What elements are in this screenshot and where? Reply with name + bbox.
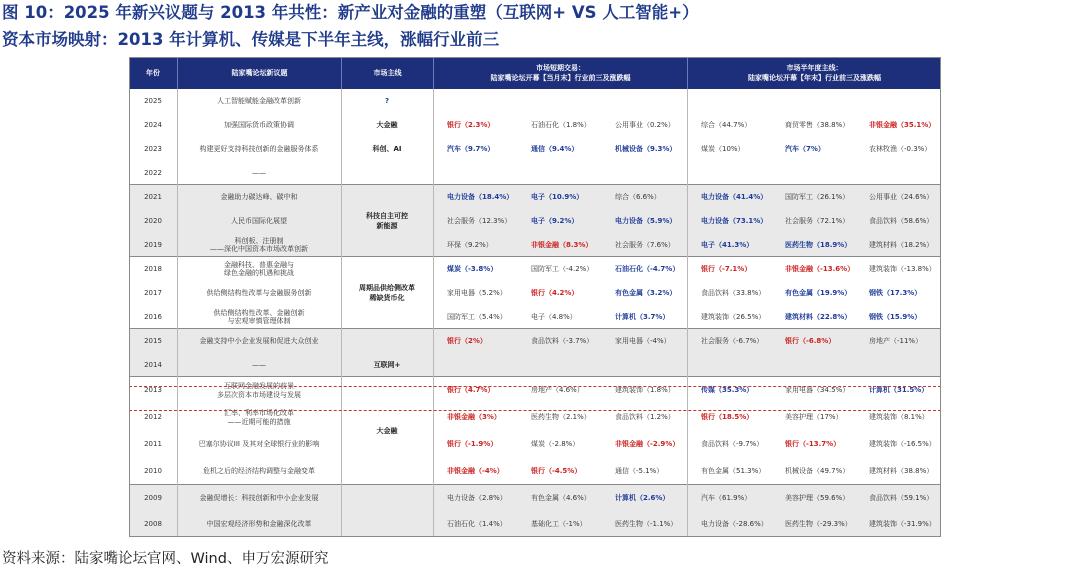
year-cell: 2021 bbox=[144, 192, 162, 201]
forum-topic-line: —— bbox=[252, 360, 266, 369]
header-short-term-line2: 陆家嘴论坛开幕【当月末】行业前三及涨跌幅 bbox=[490, 74, 631, 82]
forum-topic-cell bbox=[177, 137, 341, 161]
forum-topic-cell bbox=[177, 89, 341, 113]
forum-topic-cell bbox=[177, 431, 341, 458]
short-term-industry-cell: 非银金融（3%） bbox=[447, 413, 501, 422]
theme-group-5: 大金融 bbox=[376, 427, 398, 435]
forum-topic-line: —— bbox=[252, 168, 266, 177]
short-term-industry-cell: 非银金融（8.3%） bbox=[531, 240, 593, 249]
half-year-industry-cell: 建筑装饰（-31.9%） bbox=[869, 519, 936, 528]
table-row bbox=[129, 137, 941, 161]
short-term-industry-cell: 计算机（2.6%） bbox=[615, 493, 670, 502]
year-cell: 2018 bbox=[144, 264, 162, 273]
year-cell: 2012 bbox=[144, 413, 162, 422]
short-term-industry-cell: 银行（-4.5%） bbox=[531, 467, 582, 476]
figure-subtitle: 资本市场映射：2013 年计算机、传媒是下半年主线，涨幅行业前三 bbox=[2, 30, 500, 49]
half-year-industry-cell: 建筑装饰（26.5%） bbox=[701, 312, 766, 321]
short-term-industry-cell: 电子（4.8%） bbox=[531, 312, 577, 321]
short-term-industry-cell: 银行（4.7%） bbox=[447, 386, 495, 395]
table-row bbox=[129, 209, 941, 233]
forum-topic-cell bbox=[177, 404, 341, 431]
half-year-industry-cell: 公用事业（24.6%） bbox=[869, 192, 934, 201]
year-cell: 2020 bbox=[144, 216, 162, 225]
theme-line: 科技自主可控 bbox=[366, 212, 408, 220]
short-term-industry-cell: 电子（9.2%） bbox=[531, 216, 579, 225]
half-year-industry-cell: 社会服务（72.1%） bbox=[785, 216, 850, 225]
half-year-industry-cell: 社会服务（-6.7%） bbox=[701, 336, 764, 345]
year-cell: 2024 bbox=[144, 120, 162, 129]
half-year-industry-cell: 银行（18.5%） bbox=[701, 413, 754, 422]
table-row bbox=[129, 113, 941, 137]
table-row bbox=[129, 485, 941, 511]
forum-topic-line: ——深化中国资本市场改革创新 bbox=[210, 245, 308, 253]
half-year-industry-cell: 食品饮料（58.6%） bbox=[869, 216, 934, 225]
half-year-industry-cell: 非银金融（-13.6%） bbox=[785, 264, 855, 273]
year-cell: 2016 bbox=[144, 312, 162, 321]
short-term-industry-cell: 石油石化（1.4%） bbox=[447, 519, 507, 528]
short-term-industry-cell: 社会服务（7.6%） bbox=[615, 240, 675, 249]
short-term-industry-cell: 建筑装饰（1.8%） bbox=[615, 386, 675, 395]
half-year-industry-cell: 建筑装饰（-16.5%） bbox=[869, 440, 936, 449]
half-year-industry-cell: 有色金属（51.3%） bbox=[701, 467, 766, 476]
short-term-industry-cell: 石油石化（-4.7%） bbox=[615, 264, 680, 273]
header-market-theme: 市场主线 bbox=[341, 57, 433, 89]
forum-topic-cell bbox=[177, 458, 341, 485]
short-term-industry-cell: 食品饮料（1.2%） bbox=[615, 413, 675, 422]
year-cell: 2013 bbox=[144, 386, 162, 395]
short-term-industry-cell: 医药生物（-1.1%） bbox=[615, 519, 678, 528]
table-row bbox=[129, 511, 941, 537]
half-year-industry-cell: 商贸零售（38.8%） bbox=[785, 120, 850, 129]
forum-topic-line: ——近期可能的措施 bbox=[227, 417, 291, 426]
half-year-industry-cell: 国防军工（26.1%） bbox=[785, 192, 850, 201]
table-row bbox=[129, 161, 941, 185]
half-year-industry-cell: 有色金属（19.9%） bbox=[785, 288, 852, 297]
table-row bbox=[129, 185, 941, 209]
table-row bbox=[129, 281, 941, 305]
forum-topic-line: 加强国际货币政策协调 bbox=[224, 120, 294, 129]
half-year-industry-cell: 机械设备（49.7%） bbox=[785, 467, 850, 476]
short-term-industry-cell: 石油石化（1.8%） bbox=[531, 120, 591, 129]
forum-topic-line: 巴塞尔协议III 及其对全球银行业的影响 bbox=[198, 440, 320, 449]
forum-topic-cell bbox=[177, 485, 341, 511]
theme-line: 稀缺货币化 bbox=[369, 294, 405, 302]
forum-topic-line: 金融支持中小企业发展和促进大众创业 bbox=[199, 336, 319, 345]
short-term-industry-cell: 通信（-5.1%） bbox=[615, 467, 664, 476]
half-year-industry-cell: 银行（-13.7%） bbox=[785, 440, 841, 449]
forum-topic-line: 金融促增长：科技创新和中小企业发展 bbox=[199, 493, 319, 502]
short-term-industry-cell: 通信（9.4%） bbox=[531, 144, 579, 153]
forum-topic-cell bbox=[177, 353, 341, 377]
header-forum-topic: 陆家嘴论坛新议题 bbox=[177, 57, 341, 89]
forum-topic-line: 构建更好支持科技创新的金融服务体系 bbox=[199, 144, 319, 153]
forum-topic-cell bbox=[177, 185, 341, 209]
short-term-industry-cell: 非银金融（-2.9%） bbox=[615, 440, 680, 449]
short-term-industry-cell: 非银金融（-4%） bbox=[447, 467, 504, 476]
year-cell: 2010 bbox=[144, 467, 162, 476]
half-year-industry-cell: 电子（41.3%） bbox=[701, 240, 754, 249]
short-term-industry-cell: 计算机（3.7%） bbox=[615, 312, 670, 321]
short-term-industry-cell: 机械设备（9.3%） bbox=[615, 144, 677, 153]
forum-topic-cell bbox=[177, 113, 341, 137]
forum-topic-cell bbox=[177, 511, 341, 537]
short-term-industry-cell: 家用电器（-4%） bbox=[615, 336, 671, 345]
forum-topic-line: 供给侧结构性改革、金融创新 bbox=[213, 308, 305, 317]
year-cell: 2008 bbox=[144, 519, 162, 528]
year-cell: 2023 bbox=[144, 144, 162, 153]
short-term-industry-cell: 煤炭（-3.8%） bbox=[447, 264, 498, 273]
short-term-industry-cell: 食品饮料（-3.7%） bbox=[531, 336, 594, 345]
half-year-industry-cell: 医药生物（-29.3%） bbox=[785, 519, 852, 528]
short-term-industry-cell: 家用电器（5.2%） bbox=[447, 288, 507, 297]
forum-topic-line: 供给侧结构性改革与金融服务创新 bbox=[206, 288, 312, 297]
half-year-industry-cell: 食品饮料（-9.7%） bbox=[701, 440, 764, 449]
short-term-industry-cell: 国防军工（-4.2%） bbox=[531, 264, 594, 273]
forum-topic-line: 汇率、利率市场化改革 bbox=[224, 409, 294, 417]
half-year-industry-cell: 汽车（7%） bbox=[785, 144, 825, 153]
header-half-year-line2: 陆家嘴论坛开幕【年末】行业前三及涨跌幅 bbox=[748, 74, 881, 82]
header-year: 年份 bbox=[146, 69, 160, 77]
year-cell: 2019 bbox=[144, 240, 162, 249]
year-cell: 2014 bbox=[144, 360, 162, 369]
half-year-industry-cell: 美容护理（17%） bbox=[785, 413, 843, 422]
half-year-industry-cell: 美容护理（59.6%） bbox=[785, 493, 850, 502]
short-term-industry-cell: 煤炭（-2.8%） bbox=[531, 440, 580, 449]
forum-topic-line: 人民币国际化展望 bbox=[231, 216, 287, 225]
short-term-industry-cell: 医药生物（2.1%） bbox=[531, 413, 591, 422]
forum-topic-line: 与宏观审慎管理体制 bbox=[227, 317, 291, 325]
short-term-industry-cell: 综合（6.6%） bbox=[615, 192, 661, 201]
short-term-industry-cell: 汽车（9.7%） bbox=[447, 144, 495, 153]
year-cell: 2017 bbox=[144, 288, 162, 297]
header-short-term-line1: 市场短期交易： bbox=[536, 64, 585, 72]
theme-line: 新能源 bbox=[376, 222, 398, 230]
half-year-industry-cell: 食品饮料（33.8%） bbox=[701, 288, 766, 297]
half-year-industry-cell: 房地产（-11%） bbox=[869, 336, 923, 345]
market-theme-cell: ? bbox=[384, 96, 390, 105]
header-half-year bbox=[687, 57, 941, 89]
table-header bbox=[129, 57, 941, 89]
table-row bbox=[129, 377, 941, 404]
short-term-industry-cell: 有色金属（3.2%） bbox=[615, 288, 677, 297]
table-row bbox=[129, 305, 941, 329]
forum-topic-cell bbox=[177, 161, 341, 185]
short-term-industry-cell: 电力设备（18.4%） bbox=[447, 192, 514, 201]
half-year-industry-cell: 银行（-7.1%） bbox=[701, 264, 752, 273]
short-term-industry-cell: 国防军工（5.4%） bbox=[447, 312, 507, 321]
short-term-industry-cell: 电力设备（2.8%） bbox=[447, 493, 507, 502]
half-year-industry-cell: 汽车（61.9%） bbox=[701, 493, 752, 502]
figure-title: 图 10：2025 年新兴议题与 2013 年共性：新产业对金融的重塑（互联网+ VS 人工智能+） bbox=[2, 3, 699, 22]
table-row bbox=[129, 233, 941, 257]
forum-topic-line: 人工智能赋能金融改革创新 bbox=[217, 96, 301, 105]
table-row bbox=[129, 353, 941, 377]
theme-2024: 大金融 bbox=[376, 121, 398, 129]
table-row bbox=[129, 458, 941, 485]
theme-2023: 科创、AI bbox=[372, 145, 402, 153]
short-term-industry-cell: 社会服务（12.3%） bbox=[447, 216, 512, 225]
header-short-term bbox=[433, 57, 687, 89]
half-year-industry-cell: 综合（44.7%） bbox=[701, 120, 752, 129]
forum-topic-line: 互联网金融发展的前景 bbox=[224, 382, 294, 390]
year-cell: 2015 bbox=[144, 336, 162, 345]
half-year-industry-cell: 建筑装饰（-13.8%） bbox=[869, 264, 936, 273]
short-term-industry-cell: 基础化工（-1%） bbox=[531, 519, 587, 528]
short-term-industry-cell: 有色金属（4.6%） bbox=[531, 493, 591, 502]
short-term-industry-cell: 环保（9.2%） bbox=[447, 240, 493, 249]
forum-topic-cell bbox=[177, 377, 341, 404]
year-cell: 2009 bbox=[144, 493, 162, 502]
forum-topic-line: 多层次资本市场建设与发展 bbox=[217, 390, 301, 399]
table-body bbox=[129, 89, 941, 537]
forum-topic-line: 金融助力碳达峰、碳中和 bbox=[220, 192, 298, 201]
half-year-industry-cell: 建筑材料（22.8%） bbox=[785, 312, 852, 321]
half-year-industry-cell: 钢铁（17.3%） bbox=[869, 288, 922, 297]
short-term-industry-cell: 电力设备（5.9%） bbox=[615, 216, 677, 225]
year-cell: 2011 bbox=[144, 440, 162, 449]
forum-topic-cell bbox=[177, 233, 341, 257]
year-cell: 2025 bbox=[144, 96, 162, 105]
half-year-industry-cell: 农林牧渔（-0.3%） bbox=[869, 144, 932, 153]
comparison-table bbox=[129, 57, 941, 537]
half-year-industry-cell: 电力设备（73.1%） bbox=[701, 216, 768, 225]
half-year-industry-cell: 电力设备（-28.6%） bbox=[701, 519, 768, 528]
theme-line: 周期品供给侧改革 bbox=[359, 284, 415, 292]
forum-topic-cell bbox=[177, 305, 341, 329]
half-year-industry-cell: 家用电器（34.5%） bbox=[785, 386, 850, 395]
theme-group-4: 互联网+ bbox=[373, 361, 401, 369]
forum-topic-cell bbox=[177, 281, 341, 305]
table-row bbox=[129, 329, 941, 353]
table-row bbox=[129, 257, 941, 281]
half-year-industry-cell: 钢铁（15.9%） bbox=[869, 312, 922, 321]
half-year-industry-cell: 食品饮料（59.1%） bbox=[869, 493, 934, 502]
forum-topic-line: 危机之后的经济结构调整与金融变革 bbox=[203, 467, 315, 476]
half-year-industry-cell: 建筑材料（38.8%） bbox=[869, 467, 934, 476]
half-year-industry-cell: 煤炭（10%） bbox=[701, 144, 745, 153]
short-term-industry-cell: 银行（2%） bbox=[447, 336, 487, 345]
half-year-industry-cell: 传媒（35.3%） bbox=[701, 386, 754, 395]
header-half-year-line1: 市场半年度主线： bbox=[786, 64, 843, 72]
forum-topic-line: 科创板、注册制 bbox=[234, 236, 284, 245]
short-term-industry-cell: 电子（10.9%） bbox=[531, 192, 584, 201]
short-term-industry-cell: 房地产（4.6%） bbox=[531, 386, 584, 395]
half-year-industry-cell: 非银金融（35.1%） bbox=[869, 120, 936, 129]
year-cell: 2022 bbox=[144, 168, 162, 177]
table-row bbox=[129, 404, 941, 431]
table-row bbox=[129, 431, 941, 458]
short-term-industry-cell: 银行（-1.9%） bbox=[447, 440, 498, 449]
half-year-industry-cell: 建筑材料（18.2%） bbox=[869, 240, 934, 249]
half-year-industry-cell: 建筑装饰（8.1%） bbox=[869, 413, 929, 422]
half-year-industry-cell: 计算机（31.5%） bbox=[869, 386, 929, 395]
short-term-industry-cell: 银行（2.3%） bbox=[447, 120, 495, 129]
short-term-industry-cell: 银行（4.2%） bbox=[531, 288, 579, 297]
forum-topic-line: 中国宏观经济形势和金融深化改革 bbox=[206, 519, 312, 528]
table-row bbox=[129, 89, 941, 113]
half-year-industry-cell: 银行（-6.8%） bbox=[785, 336, 836, 345]
short-term-industry-cell: 公用事业（0.2%） bbox=[615, 120, 675, 129]
forum-topic-cell bbox=[177, 257, 341, 281]
forum-topic-cell bbox=[177, 209, 341, 233]
forum-topic-cell bbox=[177, 329, 341, 353]
forum-topic-line: 绿色金融的机遇和挑战 bbox=[224, 269, 294, 277]
half-year-industry-cell: 电力设备（41.4%） bbox=[701, 192, 768, 201]
source-note: 资料来源：陆家嘴论坛官网、Wind、申万宏源研究 bbox=[2, 551, 329, 567]
half-year-industry-cell: 医药生物（18.9%） bbox=[785, 240, 852, 249]
forum-topic-line: 金融科技、普惠金融与 bbox=[224, 260, 294, 269]
